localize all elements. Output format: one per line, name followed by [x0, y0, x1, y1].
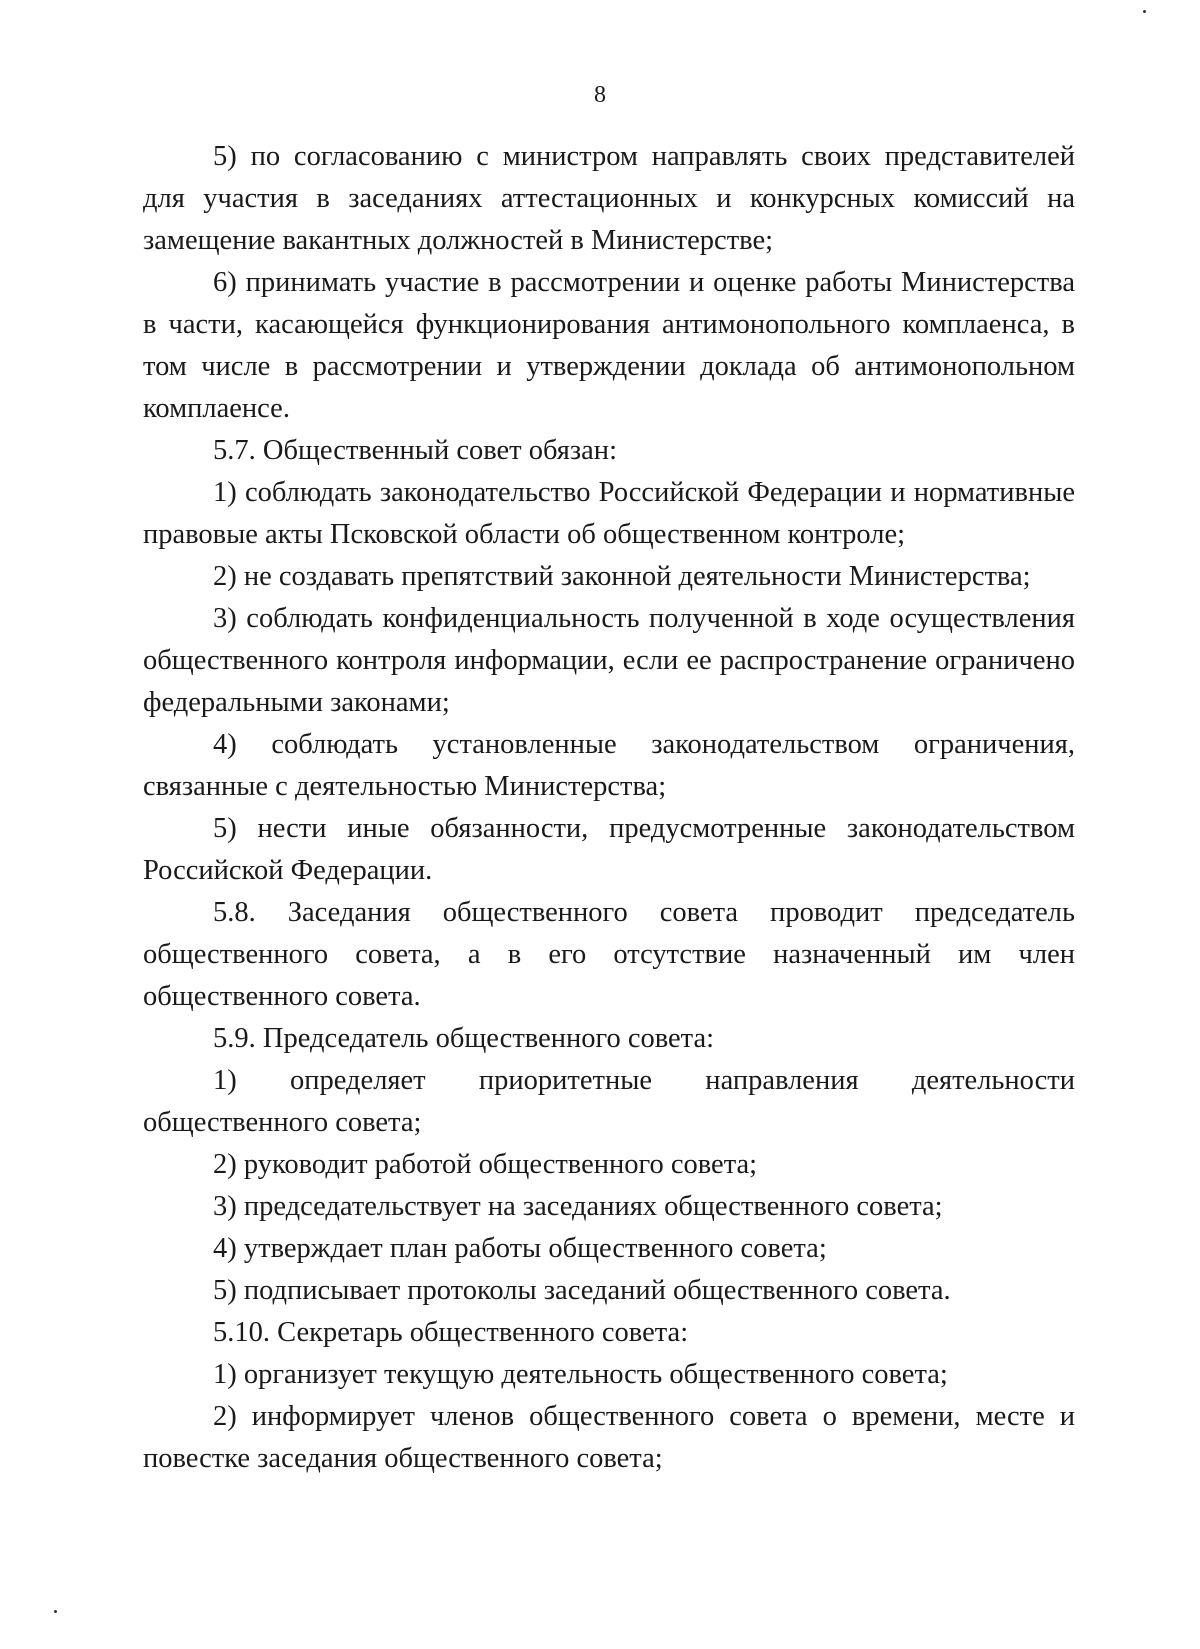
paragraph-11: 1) определяет приоритетные направления деятельности общественного совета; [143, 1065, 1075, 1138]
page-number: 8 [594, 82, 606, 108]
paragraph-6: 3) соблюдать конфиденциальность полученной в ходе осуществления общественного контроля информации, если ее распространение ограничено федеральными законами; [143, 603, 1075, 718]
scan-speck [1143, 10, 1146, 13]
paragraph-12: 2) руководит работой общественного совета; [213, 1149, 758, 1180]
paragraph-2: 6) принимать участие в рассмотрении и оценке работы Министерства в части, касающейся функционирования антимонопольного комплаенса, в том числе в рассмотрении и утверждении доклада об антимонопольном комплаенсе. [143, 267, 1075, 424]
paragraph-4: 1) соблюдать законодательство Российской Федерации и нормативные правовые акты Псковской области об общественном контроле; [143, 477, 1075, 550]
paragraph-10: 5.9. Председатель общественного совета: [213, 1023, 715, 1054]
paragraph-13: 3) председательствует на заседаниях общественного совета; [213, 1191, 943, 1222]
paragraph-14: 4) утверждает план работы общественного совета; [213, 1233, 827, 1264]
paragraph-7: 4) соблюдать установленные законодательством ограничения, связанные с деятельностью Министерства; [143, 729, 1075, 802]
paragraph-18: 2) информирует членов общественного совета о времени, месте и повестке заседания общественного совета; [143, 1401, 1075, 1474]
document-body [143, 136, 1075, 1480]
paragraph-8: 5) нести иные обязанности, предусмотренные законодательством Российской Федерации. [143, 813, 1075, 886]
scan-speck [54, 1610, 57, 1613]
paragraph-9: 5.8. Заседания общественного совета проводит председатель общественного совета, а в его отсутствие назначенный им член общественного совета. [143, 897, 1075, 1012]
paragraph-3: 5.7. Общественный совет обязан: [213, 435, 617, 466]
paragraph-5: 2) не создавать препятствий законной деятельности Министерства; [213, 561, 1031, 592]
paragraph-16: 5.10. Секретарь общественного совета: [213, 1317, 689, 1348]
paragraph-15: 5) подписывает протоколы заседаний общественного совета. [213, 1275, 951, 1306]
paragraph-1: 5) по согласованию с министром направлять своих представителей для участия в заседаниях аттестационных и конкурсных комиссий на замещение вакантных должностей в Министерстве; [143, 141, 1075, 256]
paragraph-17: 1) организует текущую деятельность общественного совета; [213, 1359, 948, 1390]
